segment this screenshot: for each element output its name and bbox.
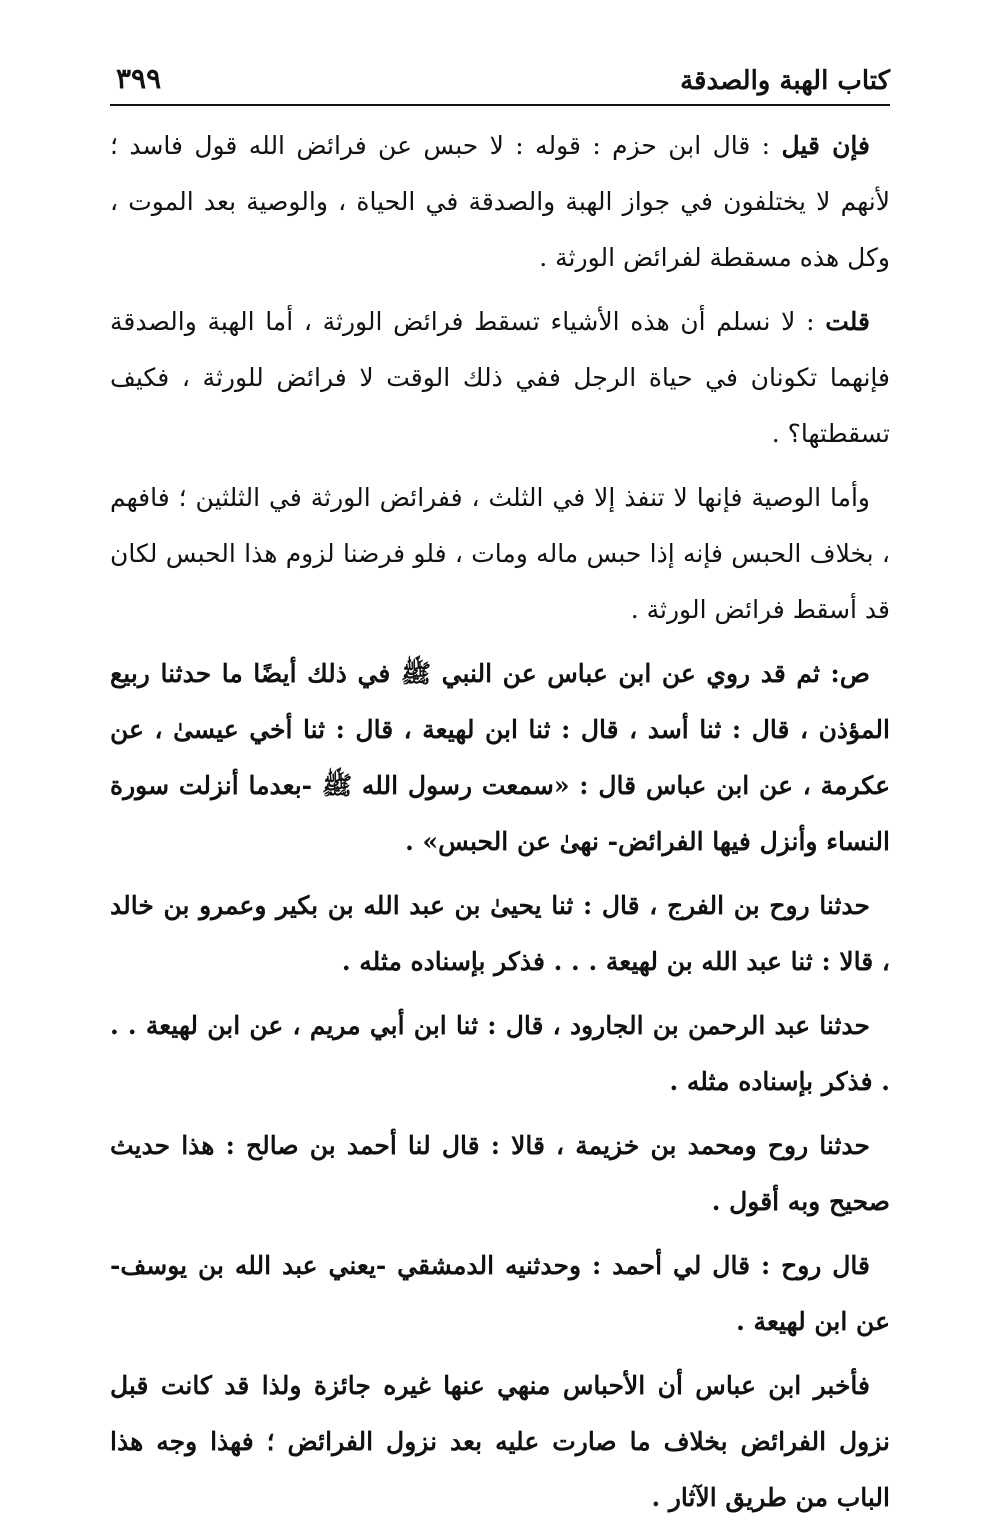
paragraph-text: حدثنا روح بن الفرج ، قال : ثنا يحيىٰ بن عبد الله بن بكير وعمرو بن خالد ، قالا : ثنا عبد الله بن لهيعة . . . فذكر بإسناده مثله . [110,891,890,976]
paragraph-lead: قلت [825,307,870,336]
page [110,58,890,1534]
paragraph-1 [110,118,890,286]
paragraph-text: حدثنا روح ومحمد بن خزيمة ، قالا : قال لنا أحمد بن صالح : هذا حديث صحيح وبه أقول . [110,1131,890,1216]
paragraph-6 [110,998,890,1110]
paragraph-5 [110,878,890,990]
paragraph-text: : لا نسلم أن هذه الأشياء تسقط فرائض الورثة ، أما الهبة والصدقة فإنهما تكونان في حياة الرجل ففي ذلك الوقت لا فرائض للورثة ، فكيف تسقطتها؟ . [110,307,890,448]
paragraph-text: حدثنا عبد الرحمن بن الجارود ، قال : ثنا ابن أبي مريم ، عن ابن لهيعة . . . فذكر بإسناده مثله . [110,1011,890,1096]
book-title: كتاب الهبة والصدقة [680,66,890,96]
paragraph-8 [110,1238,890,1350]
body-text [110,118,890,1526]
paragraph-9 [110,1358,890,1526]
paragraph-2 [110,294,890,462]
running-header [110,58,890,106]
paragraph-lead: فإن قيل [781,131,870,160]
paragraph-lead: ص [839,659,870,688]
paragraph-text: قال روح : قال لي أحمد : وحدثنيه الدمشقي -يعني عبد الله بن يوسف- عن ابن لهيعة . [110,1251,890,1336]
paragraph-text: فأخبر ابن عباس أن الأحباس منهي عنها غيره جائزة ولذا قد كانت قبل نزول الفرائض بخلاف ما صارت عليه بعد نزول الفرائض ؛ فهذا وجه هذا الباب من طريق الآثار . [110,1371,890,1512]
paragraph-7 [110,1118,890,1230]
paragraph-text: : ثم قد روي عن ابن عباس عن النبي ﷺ في ذلك أيضًا ما حدثنا ربيع المؤذن ، قال : ثنا أسد ، قال : ثنا ابن لهيعة ، قال : ثنا أخي عيسىٰ ، عن عكرمة ، عن ابن عباس قال : «سمعت رسول الله ﷺ -بعدما أنزلت سورة النساء وأنزل فيها الفرائض- نهىٰ عن الحبس» . [110,659,890,856]
paragraph-4 [110,646,890,870]
paragraph-text: : قال ابن حزم : قوله : لا حبس عن فرائض الله قول فاسد ؛ لأنهم لا يختلفون في جواز الهبة والصدقة في الحياة ، والوصية بعد الموت ، وكل هذه مسقطة لفرائض الورثة . [110,131,890,272]
paragraph-text: وأما الوصية فإنها لا تنفذ إلا في الثلث ، ففرائض الورثة في الثلثين ؛ فافهم ، بخلاف الحبس فإنه إذا حبس ماله ومات ، فلو فرضنا لزوم هذا الحبس لكان قد أسقط فرائض الورثة . [110,483,890,624]
page-number: ٣٩٩ [116,62,162,95]
paragraph-3 [110,470,890,638]
